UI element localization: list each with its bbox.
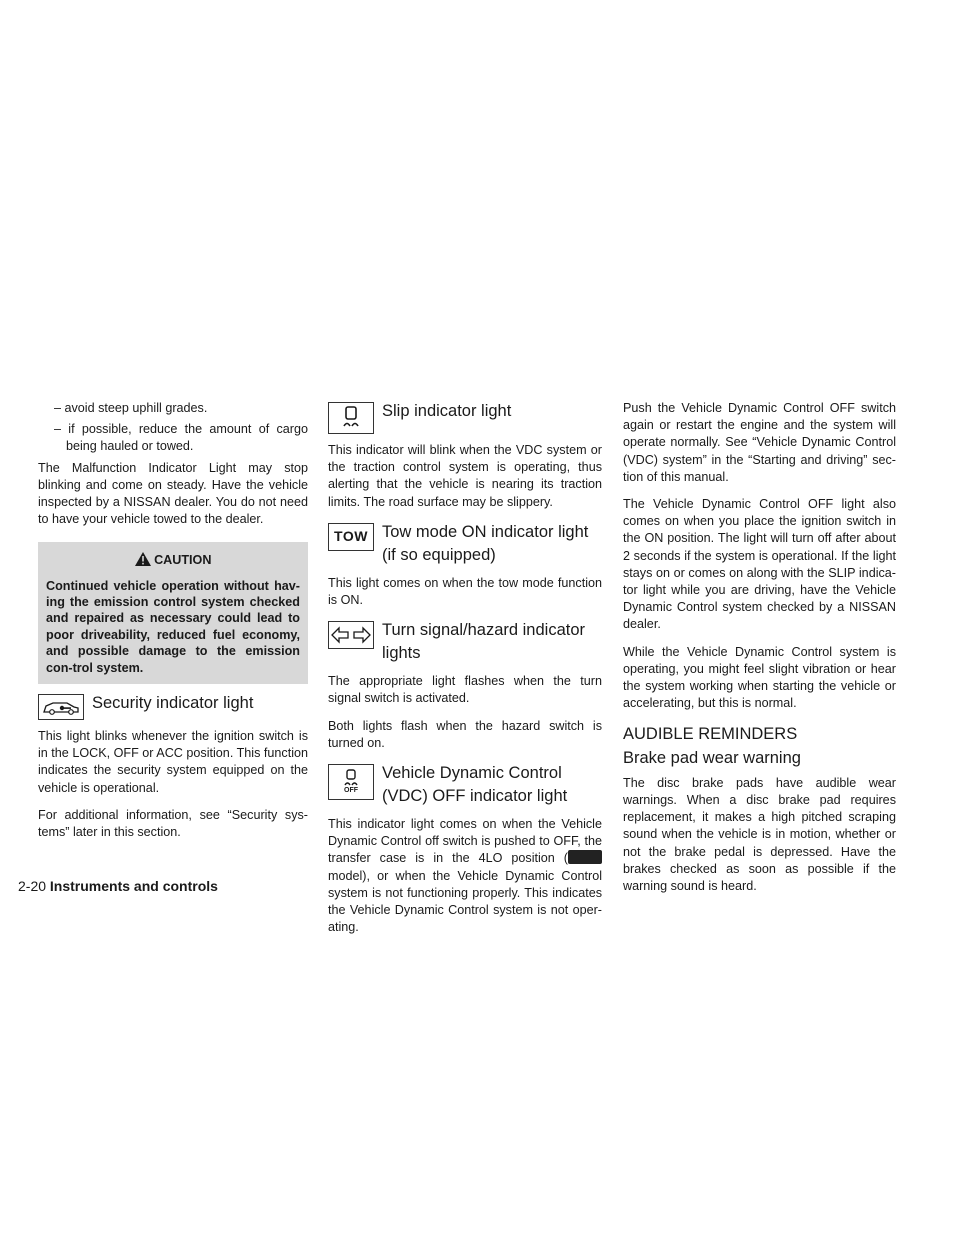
audible-reminders-heading: AUDIBLE REMINDERS	[623, 725, 798, 744]
vdc-light-paragraph: The Vehicle Dynamic Control OFF light also comes on when you place the ignition switch in the ON position. The light will turn off after about 2 seconds if the system is operational. If the light stays on or comes on along with the SLIP indica-tor light while you are driving, have the Vehicle Dynamic Control system checked by a NISSAN dealer.	[623, 497, 896, 632]
tow-heading	[328, 521, 602, 567]
caution-text: Continued vehicle operation without hav-ing the emission control system checked and repaired as necessary could lead to poor driveability, reduced fuel economy, and possible damage to the emission con-trol system.	[46, 578, 300, 675]
vdc-off-indicator-icon: OFF	[328, 764, 374, 800]
turn-signal-arrows-icon	[328, 621, 374, 649]
security-paragraph-1: This light blinks whenever the ignition switch is in the LOCK, OFF or ACC position. This function indicates the security system equipped on the vehicle is operational.	[38, 729, 308, 795]
section-name: Instruments and controls	[49, 878, 218, 894]
turn-signal-title: Turn signal/hazard indicator lights	[382, 621, 585, 663]
page-number: 2-20	[18, 878, 47, 894]
page-footer	[18, 878, 218, 894]
vdc-off-title: Vehicle Dynamic Control (VDC) OFF indicator light	[382, 764, 568, 806]
warning-triangle-icon	[135, 552, 151, 566]
column-left	[38, 400, 308, 851]
caution-title: CAUTION	[154, 553, 212, 568]
turn-signal-paragraph-1: The appropriate light flashes when the turn signal switch is activated.	[328, 674, 602, 706]
bullet-steep-grades: – avoid steep uphill grades.	[54, 401, 208, 415]
vdc-switch-paragraph: Push the Vehicle Dynamic Control OFF switch again or restart the engine and the system will operate normally. See “Vehicle Dynamic Control (VDC) system” in the “Starting and driving” sec-tion of this manual.	[623, 401, 896, 484]
turn-signal-paragraph-2: Both lights flash when the hazard switch is turned on.	[328, 718, 602, 750]
brake-pad-heading: Brake pad wear warning	[623, 748, 801, 767]
bullet-reduce-cargo: – if possible, reduce the amount of cargo being hauled or towed.	[54, 422, 308, 454]
slip-heading	[328, 400, 602, 434]
column-right	[623, 400, 896, 905]
vdc-off-paragraph: This indicator light comes on when the Vehicle Dynamic Control off switch is pushed to OFF, the transfer case is in the 4LO position ( model), or when the Vehicle Dynamic Control system is not functioning properly. This indicates the Vehicle Dynamic Control system is not oper-ating.	[328, 817, 602, 935]
security-indicator-icon	[38, 694, 84, 720]
tow-paragraph: This light comes on when the tow mode function is ON.	[328, 575, 602, 608]
security-heading	[38, 692, 308, 720]
security-title: Security indicator light	[92, 694, 254, 713]
column-middle	[328, 400, 602, 946]
vdc-operating-paragraph: While the Vehicle Dynamic Control system is operating, you might feel slight vibration or hear the system working when starting the vehicle or accelerating, but this is normal.	[623, 644, 896, 711]
vdc-off-heading	[328, 762, 602, 808]
four-by-four-icon	[568, 850, 602, 864]
mil-paragraph: The Malfunction Indicator Light may stop blinking and come on steady. Have the vehicle inspected by a NISSAN dealer. You do not need to have your vehicle towed to the dealer.	[38, 460, 308, 527]
slip-indicator-icon	[328, 402, 374, 434]
brake-pad-paragraph: The disc brake pads have audible wear warnings. When a disc brake pad requires replacement, it makes a high pitched scraping sound when the vehicle is in motion, whether or not the brake pedal is depressed. Have the brakes checked as soon as possible if the warning sound is heard.	[623, 775, 896, 894]
tow-title: Tow mode ON indicator light (if so equipped)	[382, 522, 589, 564]
slip-paragraph: This indicator will blink when the VDC system or the traction control system is operating, thus alerting that the vehicle is nearing its traction limits. The road surface may be slippery.	[328, 443, 602, 509]
caution-header	[46, 552, 300, 569]
caution-box	[38, 542, 308, 684]
slip-title: Slip indicator light	[382, 402, 512, 420]
tow-indicator-icon: TOW	[328, 523, 374, 551]
turn-signal-heading	[328, 619, 602, 665]
security-paragraph-2: For additional information, see “Security sys-tems” later in this section.	[38, 807, 308, 840]
